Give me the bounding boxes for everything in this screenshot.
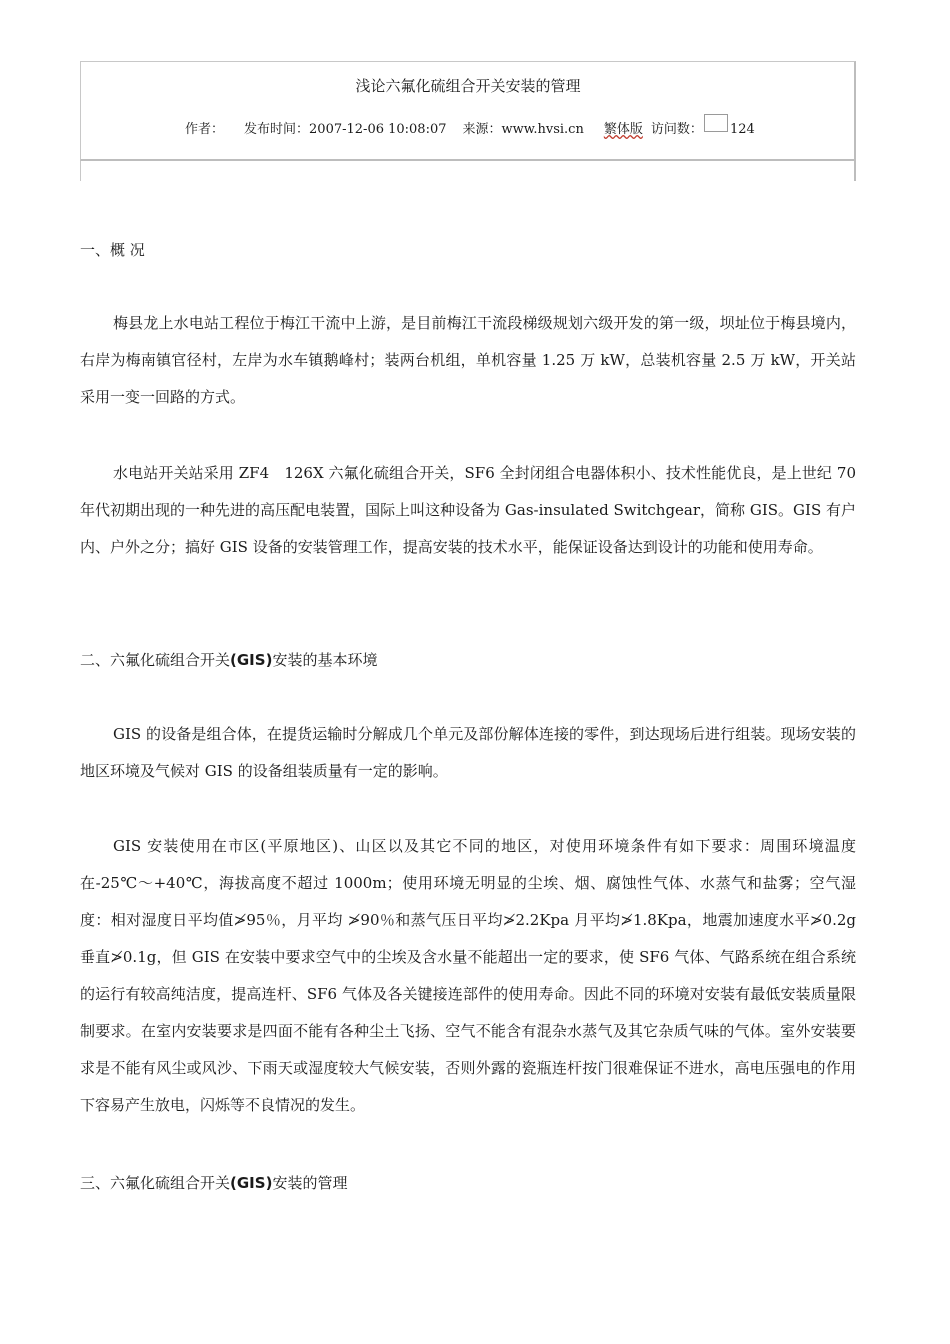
section-2-paragraph-2: GIS 安装使用在市区(平原地区)、山区以及其它不同的地区，对使用环境条件有如下要求：周围环境温度在-25℃～+40℃，海拔高度不超过 1000m；使用环境无明显的尘埃、烟、腐蚀性气体、水蒸气和盐雾；空气湿度：相对湿度日平均值≯95％，月平均 ≯90％和蒸气压日平均≯2.2Kpa 月平均≯1.8Kpa，地震加速度水平≯0.2g 垂直≯0.1g，但 GIS 在安装中要求空气中的尘埃及含水量不能超出一定的要求，使 SF6 气体、气路系统在组合系统的运行有较高纯洁度，提高连杆、SF6 气体及各关键接连部件的使用寿命。因此不同的环境对安装有最低安装质量限制要求。在室内安装要求是四面不能有各种尘土飞扬、空气不能含有混杂水蒸气及其它杂质气味的气体。室外安装要求是不能有风尘或风沙、下雨天或湿度较大气候安装，否则外露的瓷瓶连杆按门很难保证不进水，高电压强电的作用下容易产生放电，闪烁等不良情况的发生。 (80, 837, 856, 1114)
header-frame-left-edge (80, 161, 81, 181)
section-2-heading-abbr: (GIS) (230, 651, 273, 669)
author-label: 作者： (185, 122, 225, 137)
traditional-chinese-link[interactable]: 繁体版 (603, 122, 643, 137)
header-frame-right-edge (854, 161, 856, 181)
source-value: www.hvsi.cn (501, 122, 584, 137)
section-3-heading-prefix: 三、六氟化硫组合开关 (80, 1174, 231, 1192)
section-2-heading-prefix: 二、六氟化硫组合开关 (80, 651, 231, 669)
section-1-heading: 一、概 况 (80, 241, 145, 259)
section-3-heading (80, 1173, 347, 1193)
visit-counter-box (704, 114, 728, 132)
article-meta (185, 121, 703, 139)
section-2-paragraph-1: GIS 的设备是组合体，在提货运输时分解成几个单元及部份解体连接的零件，到达现场后进行组装。现场安装的地区环境及气候对 GIS 的设备组装质量有一定的影响。 (80, 725, 856, 780)
visit-count: 124 (730, 122, 755, 137)
visits-label: 访问数： (650, 122, 703, 137)
section-3-heading-abbr: (GIS) (230, 1174, 273, 1192)
source-label: 来源： (462, 122, 502, 137)
publish-time-label: 发布时间： (244, 122, 310, 137)
section-1-paragraph-1: 梅县龙上水电站工程位于梅江干流中上游，是目前梅江干流段梯级规划六级开发的第一级，坝址位于梅县境内，右岸为梅南镇官径村，左岸为水车镇鹅峰村；装两台机组，单机容量 1.25 万 kW，总装机容量 2.5 万 kW，开关站采用一变一回路的方式。 (80, 314, 856, 406)
section-3-heading-suffix: 安装的管理 (272, 1174, 348, 1192)
article-title: 浅论六氟化硫组合开关安装的管理 (355, 77, 581, 95)
publish-time: 2007-12-06 10:08:07 (309, 122, 447, 137)
section-2-heading (80, 650, 377, 670)
section-2-heading-suffix: 安装的基本环境 (272, 651, 378, 669)
section-1-paragraph-2: 水电站开关站采用 ZF4 126X 六氟化硫组合开关，SF6 全封闭组合电器体积小、技术性能优良，是上世纪 70 年代初期出现的一种先进的高压配电装置，国际上叫这种设备为 Gas-insulated Switchgear，简称 GIS。GIS 有户内、户外之分；搞好 GIS 设备的安装管理工作，提高安装的技术水平，能保证设备达到设计的功能和使用寿命。 (80, 464, 856, 556)
